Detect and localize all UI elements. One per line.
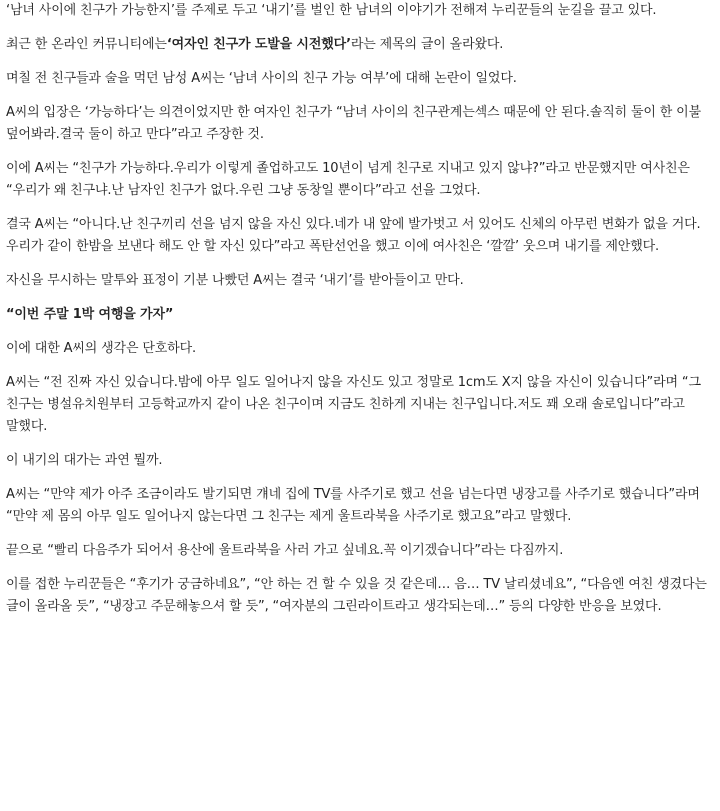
paragraph-text: 최근 한 온라인 커뮤니티에는 bbox=[6, 37, 167, 52]
paragraph-text: ‘남녀 사이에 친구가 가능한지’를 주제로 두고 ‘내기’를 벌인 한 남녀의 이야기가 전해져 누리꾼들의 눈길을 끌고 있다. bbox=[6, 3, 657, 18]
paragraph-text: A씨는 “만약 제가 아주 조금이라도 발기되면 걔네 집에 TV를 사주기로 했고 선을 넘는다면 냉장고를 사주기로 했습니다”라며 “만약 제 몸의 아무 일도 일어나지 않는다면 그 친구는 제게 울트라북을 사주기로 했고요”라고 말했다. bbox=[6, 487, 700, 524]
paragraph-text: 이 내기의 대가는 과연 뭘까. bbox=[6, 453, 163, 468]
article-paragraph bbox=[6, 574, 714, 618]
article-paragraph bbox=[6, 102, 714, 146]
article-body bbox=[6, 0, 714, 618]
article-paragraph bbox=[6, 34, 714, 56]
bold-text: ‘여자인 친구가 도발을 시전했다’ bbox=[166, 37, 351, 52]
article-paragraph bbox=[6, 158, 714, 202]
paragraph-text: 며칠 전 친구들과 술을 먹던 남성 A씨는 ‘남녀 사이의 친구 가능 여부’에 대해 논란이 일었다. bbox=[6, 71, 517, 86]
paragraph-text: 자신을 무시하는 말투와 표정이 기분 나빴던 A씨는 결국 ‘내기’를 받아들이고 만다. bbox=[6, 273, 464, 288]
paragraph-text: 라는 제목의 글이 올라왔다. bbox=[350, 37, 504, 52]
article-paragraph bbox=[6, 0, 714, 22]
paragraph-text: 끝으로 “빨리 다음주가 되어서 용산에 울트라북을 사러 가고 싶네요.꼭 이기겠습니다”라는 다짐까지. bbox=[6, 543, 564, 558]
paragraph-text: A씨의 입장은 ‘가능하다’는 의견이었지만 한 여자인 친구가 “남녀 사이의 친구관계는섹스 때문에 안 된다.솔직히 둘이 한 이불 덮어봐라.결국 둘이 하고 만다”라고 주장한 것. bbox=[6, 105, 702, 142]
paragraph-text: 이에 A씨는 “친구가 가능하다.우리가 이렇게 졸업하고도 10년이 넘게 친구로 지내고 있지 않냐?”라고 반문했지만 여사친은 “우리가 왜 친구냐.난 남자인 친구가 없다.우린 그냥 동창일 뿐이다”라고 선을 그었다. bbox=[6, 161, 690, 198]
article-paragraph bbox=[6, 270, 714, 292]
paragraph-text: 이에 대한 A씨의 생각은 단호하다. bbox=[6, 341, 196, 356]
article-paragraph bbox=[6, 450, 714, 472]
paragraph-text: A씨는 “전 진짜 자신 있습니다.밤에 아무 일도 일어나지 않을 자신도 있고 정말로 1cm도 X지 않을 자신이 있습니다”라며 “그 친구는 병설유치원부터 고등학교까지 같이 나온 친구이며 지금도 친하게 지내는 친구입니다.저도 꽤 오래 솔로입니다”라고 말했다. bbox=[6, 375, 701, 434]
paragraph-text: 이를 접한 누리꾼들은 “후기가 궁금하네요”, “안 하는 건 할 수 있을 것 같은데… 음… TV 날리셨네요”, “다음엔 여친 생겼다는 글이 올라올 듯”, “냉장고 주문해놓으셔 할 듯”, “여자분의 그린라이트라고 생각되는데…” 등의 다양한 반응을 보였다. bbox=[6, 577, 707, 614]
bold-text: “이번 주말 1박 여행을 가자” bbox=[6, 307, 174, 322]
article-paragraph bbox=[6, 372, 714, 438]
article-paragraph bbox=[6, 540, 714, 562]
article-paragraph bbox=[6, 484, 714, 528]
article-paragraph bbox=[6, 214, 714, 258]
article-paragraph bbox=[6, 68, 714, 90]
article-paragraph bbox=[6, 304, 714, 326]
paragraph-text: 결국 A씨는 “아니다.난 친구끼리 선을 넘지 않을 자신 있다.네가 내 앞에 발가벗고 서 있어도 신체의 아무런 변화가 없을 거다.우리가 같이 한밤을 보낸다 해도 안 할 자신 있다”라고 폭탄선언을 했고 이에 여사친은 ‘깔깔’ 웃으며 내기를 제안했다. bbox=[6, 217, 701, 254]
article-paragraph bbox=[6, 338, 714, 360]
